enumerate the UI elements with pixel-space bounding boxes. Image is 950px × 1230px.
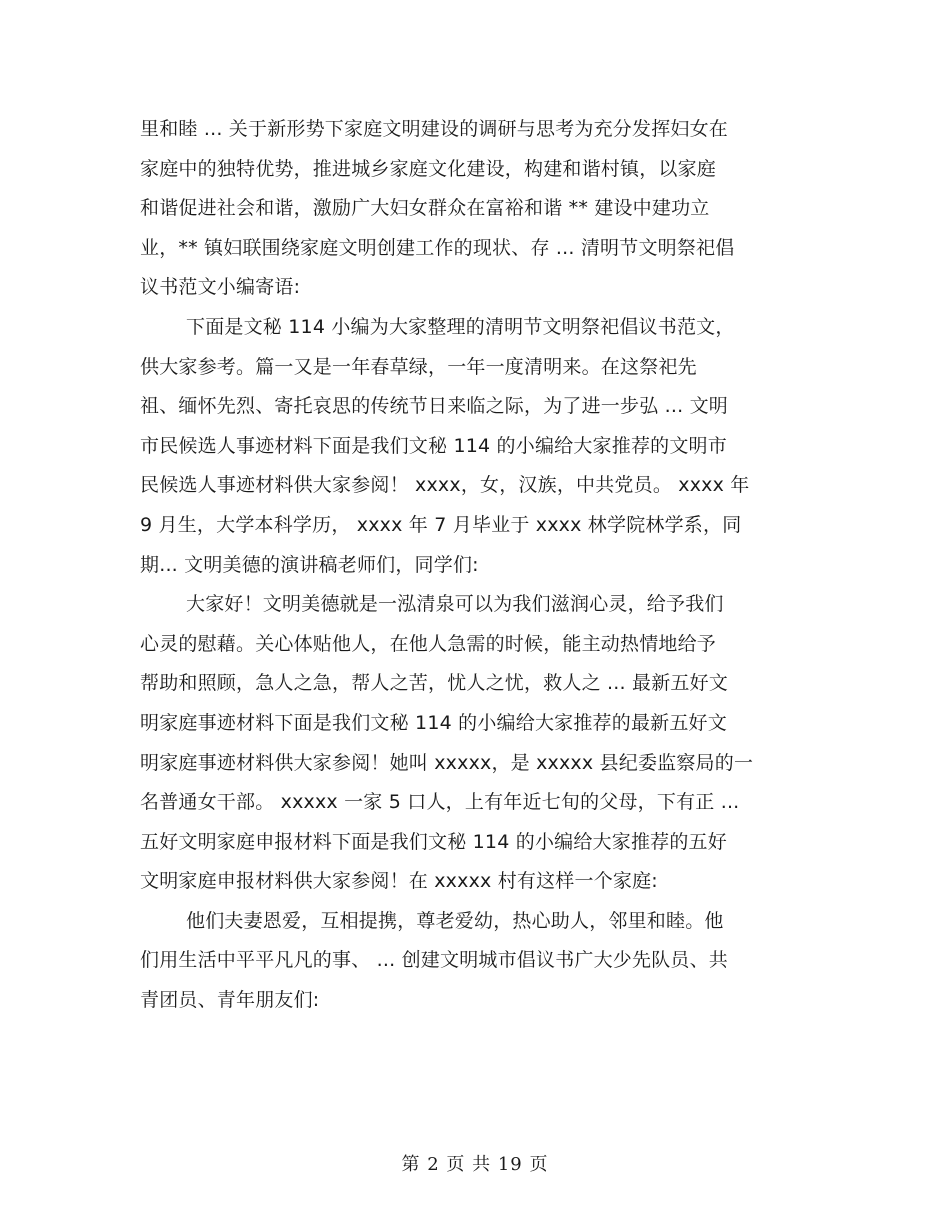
- text-line: 文明家庭申报材料供大家参阅！在 xxxxx 村有这样一个家庭:: [140, 870, 658, 893]
- text-line: 家庭中的独特优势，推进城乡家庭文化建设，构建和谐村镇，以家庭: [140, 157, 717, 180]
- text-line: 青团员、青年朋友们:: [140, 989, 320, 1012]
- text-line: 供大家参考。篇一又是一年春草绿，一年一度清明来。在这祭祀先: [140, 355, 697, 378]
- body-text: [140, 110, 820, 1021]
- text-line: 大家好！文明美德就是一泓清泉可以为我们滋润心灵，给予我们: [186, 593, 724, 616]
- text-line: 业，** 镇妇联围绕家庭文明创建工作的现状、存 ... 清明节文明祭祀倡: [140, 236, 735, 259]
- text-line: 帮助和照顾，急人之急，帮人之苦，忧人之忧，救人之 ... 最新五好文: [140, 672, 728, 695]
- text-line: 心灵的慰藉。关心体贴他人，在他人急需的时候，能主动热情地给予: [140, 632, 717, 655]
- page-number-footer: 第 2 页 共 19 页: [401, 1154, 549, 1175]
- text-line: 民候选人事迹材料供大家参阅！ xxxx，女，汉族，中共党员。 xxxx 年: [140, 474, 750, 497]
- text-line: 下面是文秘 114 小编为大家整理的清明节文明祭祀倡议书范文，: [186, 315, 735, 338]
- text-line: 期... 文明美德的演讲稿老师们，同学们:: [140, 553, 479, 576]
- text-line: 市民候选人事迹材料下面是我们文秘 114 的小编给大家推荐的文明市: [140, 434, 727, 457]
- text-line: 他们夫妻恩爱，互相提携，尊老爱幼，热心助人，邻里和睦。他: [186, 909, 724, 932]
- text-line: 和谐促进社会和谐，激励广大妇女群众在富裕和谐 ** 建设中建功立: [140, 197, 710, 220]
- text-line: 9 月生，大学本科学历， xxxx 年 7 月毕业于 xxxx 林学院林学系，同: [140, 513, 742, 536]
- text-line: 们用生活中平平凡凡的事、 ... 创建文明城市倡议书广大少先队员、共: [140, 949, 728, 972]
- text-line: 议书范文小编寄语:: [140, 276, 301, 299]
- text-line: 五好文明家庭申报材料下面是我们文秘 114 的小编给大家推荐的五好: [140, 830, 727, 853]
- text-line: 祖、缅怀先烈、寄托哀思的传统节日来临之际，为了进一步弘 ... 文明: [140, 395, 728, 418]
- text-line: 明家庭事迹材料下面是我们文秘 114 的小编给大家推荐的最新五好文: [140, 711, 727, 734]
- text-line: 明家庭事迹材料供大家参阅！她叫 xxxxx，是 xxxxx 县纪委监察局的一: [140, 751, 754, 774]
- text-line: 名普通女干部。 xxxxx 一家 5 口人，上有年近七旬的父母，下有正 ...: [140, 791, 740, 814]
- text-line: 里和睦 ... 关于新形势下家庭文明建设的调研与思考为充分发挥妇女在: [140, 118, 728, 140]
